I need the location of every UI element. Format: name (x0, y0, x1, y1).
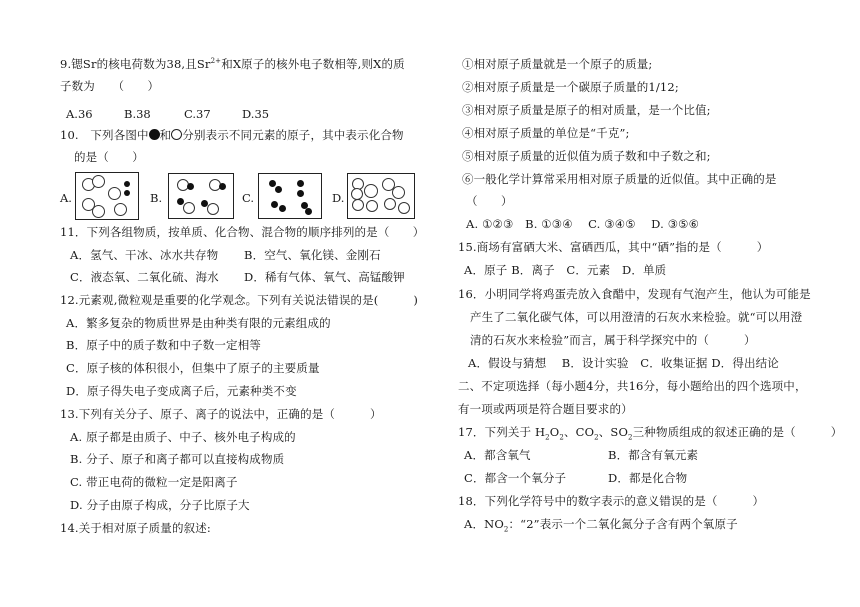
black-atom-icon (124, 190, 130, 196)
black-atom-icon (124, 181, 130, 187)
q15-stem: 15.商场有富硒大米、富硒西瓜，其中“硒”指的是（ ） (458, 240, 769, 254)
q17-sub-2: 2 (559, 433, 564, 442)
black-atom-icon (149, 129, 160, 140)
q9-line1 (60, 57, 405, 71)
diagram-c-box (258, 173, 322, 219)
q18-a-pre: A．NO (464, 517, 504, 531)
white-atom-icon (384, 198, 396, 210)
q13-option-a: A. 原子都是由质子、中子、核外电子构成的 (70, 430, 296, 444)
q17-option-b: B．都含有氧元素 (608, 448, 699, 462)
q13-option-b: B. 分子、原子和离子都可以直接构成物质 (70, 452, 285, 466)
q17-text-pre: 17．下列关于 H (458, 425, 546, 439)
q11-option-c: C．液态氧、二氧化硫、海水 (70, 270, 219, 284)
q17-text-mid2: 、CO (563, 425, 595, 439)
q18-stem: 18．下列化学符号中的数字表示的意义错误的是（ ） (458, 494, 765, 508)
q10-label-d: D. (332, 191, 345, 205)
q14-item-6: ⑥一般化学计算常采用相对原子质量的近似值。其中正确的是 (462, 172, 777, 186)
white-atom-icon (364, 184, 378, 198)
white-atom-icon (392, 186, 405, 199)
q9-option-a: A.36 (66, 107, 93, 121)
q16-options: A．假设与猜想 B．设计实验 C．收集证据 D．得出结论 (468, 356, 779, 370)
q9-charge-sup: 2+ (210, 57, 222, 66)
q17-option-a: A．都含氧气 (464, 448, 531, 462)
q14-item-4: ④相对原子质量的单位是“千克”; (462, 126, 630, 140)
black-atom-icon (271, 201, 278, 208)
q10-line1 (60, 128, 404, 142)
diagram-b-box (168, 173, 234, 219)
q12-option-a: A．繁多复杂的物质世界是由种类有限的元素组成的 (66, 316, 331, 330)
q11-option-d: D．稀有气体、氧气、高锰酸钾 (244, 270, 405, 284)
q10-text-c: 分别表示不同元素的原子，其中表示化合物 (182, 128, 404, 142)
q14-stem: 14.关于相对原子质量的叙述: (60, 521, 211, 535)
black-atom-icon (297, 180, 304, 187)
q17-sub-1: 2 (545, 433, 550, 442)
diagram-d-box (347, 173, 415, 219)
white-atom-icon (92, 205, 105, 218)
q16-line2: 产生了二氧化碳气体，可以用澄清的石灰水来检验。就“可以用澄 (470, 310, 803, 324)
white-atom-icon (108, 187, 121, 200)
q17-sub-4: 2 (628, 433, 633, 442)
q16-line3: 清的石灰水来检验”而言，属于科学探究中的（ ） (470, 333, 756, 347)
q15-options: A．原子 B．离子 C．元素 D．单质 (464, 263, 667, 277)
q13-option-d: D. 分子由原子构成，分子比原子大 (70, 498, 250, 512)
q16-line1: 16．小明同学将鸡蛋壳放入食醋中，发现有气泡产生，他认为可能是 (458, 287, 811, 301)
black-atom-icon (187, 183, 194, 190)
q14-answer-blank: （ ） (466, 194, 513, 208)
white-atom-icon (366, 200, 378, 212)
q9-text-b: 和X原子的核外电子数相等,则X的质 (221, 57, 405, 71)
q14-item-1: ①相对原子质量就是一个原子的质量; (462, 57, 653, 71)
q10-label-c: C. (242, 191, 255, 205)
q13-option-c: C. 带正电荷的微粒一定是阳离子 (70, 475, 238, 489)
q14-item-3: ③相对原子质量是原子的相对质量，是一个比值; (462, 103, 711, 117)
q11-option-a: A．氢气、干冰、冰水共存物 (70, 248, 219, 262)
white-atom-icon (352, 199, 364, 211)
q9-option-d: D.35 (242, 107, 270, 121)
white-atom-icon (183, 202, 195, 214)
q9-option-b: B.38 (124, 107, 151, 121)
q17-text-mid3: 、SO (598, 425, 629, 439)
q9-line2: 子数为 （ ） (60, 79, 160, 93)
q14-options: A. ①②③ B. ①③④ C. ③④⑤ D. ③⑤⑥ (466, 217, 700, 231)
q14-item-5: ⑤相对原子质量的近似值为质子数和中子数之和; (462, 149, 711, 163)
black-atom-icon (279, 205, 286, 212)
q17-text-mid1: O (549, 425, 560, 439)
diagram-a-box (75, 172, 139, 220)
q18-a-post: ：“2”表示一个二氧化氮分子含有两个氧原子 (508, 517, 738, 531)
white-atom-icon (92, 175, 105, 188)
q14-item-2: ②相对原子质量是一个碳原子质量的1/12; (462, 80, 679, 94)
q10-label-b: B. (150, 191, 163, 205)
black-atom-icon (297, 190, 304, 197)
q9-option-c: C.37 (184, 107, 211, 121)
white-atom-icon (398, 202, 410, 214)
black-atom-icon (275, 186, 282, 193)
white-atom-icon (207, 203, 219, 215)
q12-stem: 12.元素观,微粒观是重要的化学观念。下列有关说法错误的是( ) (60, 293, 419, 307)
black-atom-icon (269, 180, 276, 187)
q12-option-c: C．原子核的体积很小，但集中了原子的主要质量 (66, 361, 320, 375)
q12-option-d: D．原子得失电子变成离子后，元素种类不变 (66, 384, 297, 398)
white-atom-icon (171, 129, 182, 140)
q10-line2: 的是（ ） (74, 150, 144, 164)
black-atom-icon (305, 208, 312, 215)
section2-line1: 二、不定项选择（每小题4分，共16分，每小题给出的四个选项中， (458, 379, 807, 393)
q10-text-a: 10. 下列各图中 (60, 128, 149, 142)
q11-stem: 11．下列各组物质，按单质、化合物、混合物的顺序排列的是（ ） (60, 225, 425, 239)
q17-option-d: D．都是化合物 (608, 471, 688, 485)
q17-option-c: C．都含一个氧分子 (464, 471, 567, 485)
black-atom-icon (219, 183, 226, 190)
q12-option-b: B．原子中的质子数和中子数一定相等 (66, 338, 261, 352)
q10-label-a: A. (60, 191, 72, 205)
q17-stem (458, 425, 843, 442)
q17-text-post: 三种物质组成的叙述正确的是（ ） (632, 425, 843, 439)
q18-option-a (464, 517, 738, 534)
white-atom-icon (114, 203, 127, 216)
q17-sub-3: 2 (594, 433, 599, 442)
q11-option-b: B．空气、氧化镁、金刚石 (244, 248, 381, 262)
q18-a-sub: 2 (503, 525, 509, 534)
q10-text-b: 和 (159, 128, 172, 142)
section2-line2: 有一项或两项是符合题目要求的） (458, 402, 633, 416)
q13-stem: 13.下列有关分子、原子、离子的说法中，正确的是（ ） (60, 407, 382, 421)
q9-text-a: 9.锶Sr的核电荷数为38,且Sr (60, 57, 211, 71)
